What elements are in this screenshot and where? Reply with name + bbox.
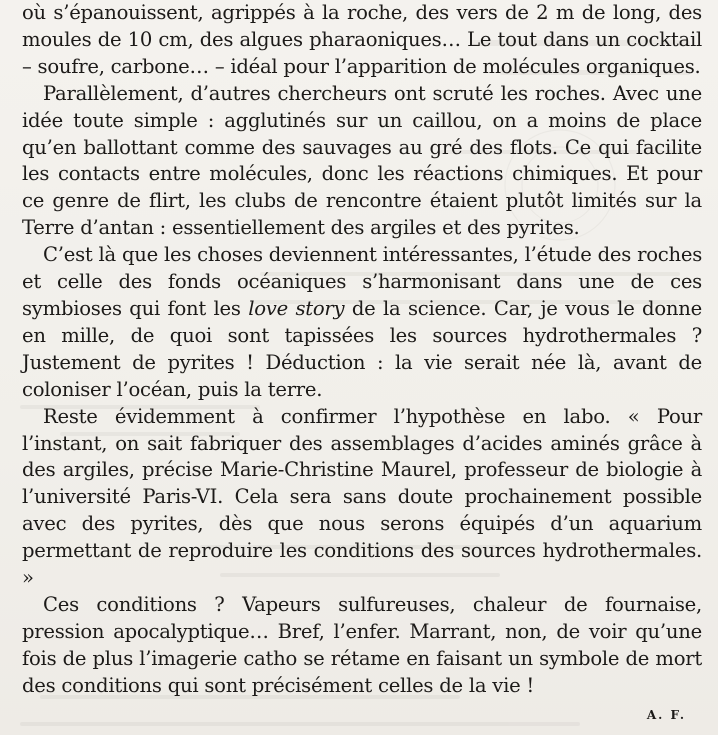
paragraph-2: Parallèlement, d’autres chercheurs ont scruté les roches. Avec une idée toute simple : agglutinés sur un caillou, on a moins de place qu’en ballottant comme des sauvages au gré des flots. Ce qui facilite les contacts entre molécules, donc les réactions chimiques. Et pour ce genre de flirt, les clubs de rencontre étaient plutôt limités sur la Terre d’antan : essentiellement des argiles et des pyrites. (22, 81, 702, 240)
paragraph-3-start: C’est là que les choses deviennent intéressantes, l’étude des roches et celle des fonds océaniques s’harmonisant dans une de ces symbioses qui font les (22, 243, 702, 320)
paragraph-3-italic-phrase: love story (248, 296, 345, 320)
author-signature: A. F. (646, 708, 686, 722)
article-body (22, 0, 702, 700)
paragraph-3-end: de la science. Car, je vous le donne en mille, de quoi sont tapissées les sources hydrothermales ? Justement de pyrites ! Déduction : la vie serait née là, avant de coloniser l’océan, puis la terre. (22, 296, 702, 401)
paragraph-1: où s’épanouissent, agrippés à la roche, des vers de 2 m de long, des moules de 10 cm, des algues pharaoniques… Le tout dans un cocktail – soufre, carbone… – idéal pour l’apparition de molécules organiques. (22, 1, 702, 78)
paragraph-3 (22, 242, 702, 403)
paragraph-5: Ces conditions ? Vapeurs sulfureuses, chaleur de fournaise, pression apocalyptique… Bref, l’enfer. Marrant, non, de voir qu’une fois de plus l’imagerie catho se rétame en faisant un symbole de mort des conditions qui sont précisément celles de la vie ! (22, 592, 702, 697)
paragraph-4: Reste évidemment à confirmer l’hypothèse en labo. « Pour l’instant, on sait fabriquer des assemblages d’acides aminés grâce à des argiles, précise Marie-Christine Maurel, professeur de biologie à l’université Paris-VI. Cela sera sans doute prochainement possible avec des pyrites, dès que nous serons équipés d’un aquarium permettant de reproduire les conditions des sources hydrothermales. » (22, 404, 702, 590)
